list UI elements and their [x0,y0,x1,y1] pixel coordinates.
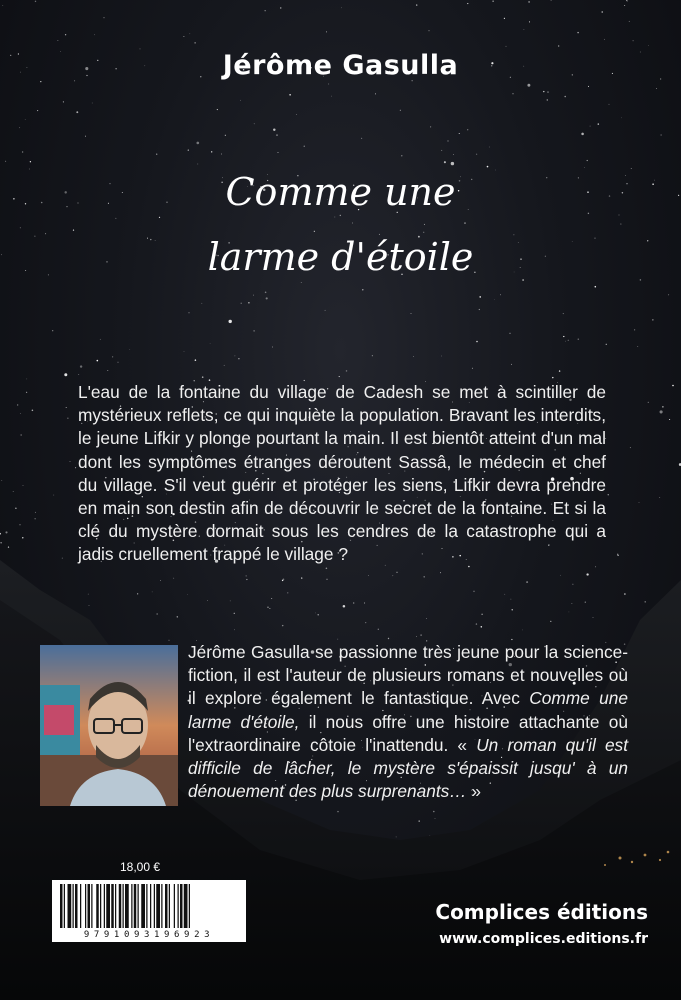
barcode-bar [141,884,145,928]
barcode-bar [134,884,137,928]
barcode-bar [60,884,63,928]
barcode-bar [88,884,91,928]
barcode-bar [169,884,170,928]
isbn-barcode [52,880,246,942]
synopsis-text: L'eau de la fontaine du village de Cadesh se met à scintiller de mystérieux reflets, ce qui inquiète la population. Bravant les interdits, le jeune Lifkir y plonge pourtant la main. Il est bientôt atteint d'un mal dont les symptômes étranges déroutent Sassâ, le médecin et chef du village. S'il veut guérir et protéger les siens, Lifkir devra prendre en main son destin afin de découvrir le secret de la fontaine. Et si la clé du mystère dormait sous les cendres de la catastrophe qui a jadis cruellement frappé le village ? [78,382,606,565]
bio-book-title: Comme une larme d'étoile, [188,688,628,732]
barcode-bar [85,884,86,928]
barcode-bar [119,884,122,928]
barcode-bar [138,884,139,928]
barcode-bar [91,884,92,928]
author-biography [188,641,628,803]
barcode-bar [75,884,78,928]
barcode-bar [80,884,81,928]
barcode-bar [184,884,188,928]
bio-text-part3: » [466,781,482,802]
price-label: 18,00 € [120,860,161,874]
author-photo [40,645,178,806]
barcode-bar [73,884,74,928]
barcode-bar [96,884,99,928]
author-portrait-illustration [40,645,178,806]
barcode-bar [125,884,129,928]
barcode-bar [111,884,114,928]
barcode-bar [68,884,72,928]
barcode-bar [64,884,65,928]
barcode-bar [154,884,155,928]
barcode-bar [189,884,190,928]
barcode-bar [174,884,175,928]
barcode-bar [180,884,183,928]
barcode-bar [104,884,105,928]
publisher-name: Complices éditions [435,900,648,924]
bio-text-part2: il nous offre une histoire attachante où l'extraordinaire côtoie l'inattendu. « [188,711,628,755]
barcode-bar [100,884,101,928]
book-title-line2: larme d'étoile [207,235,474,279]
bio-text-part1: Jérôme Gasulla se passionne très jeune pour la science-fiction, il est l'auteur de plusieurs romans et nouvelles où il explore également le fantastique. Avec [188,642,628,709]
barcode-bar [146,884,147,928]
barcode-bar [106,884,110,928]
barcode-bar [165,884,168,928]
barcode-bar [115,884,116,928]
bio-quote: Un roman qu'il est difficile de lâcher, le mystère s'épaissit jusqu' à un dénouement des plus surprenants… [188,734,628,802]
barcode-bar [156,884,160,928]
isbn-number: 9791093196923 [83,930,215,940]
publisher-website: www.complices.editions.fr [439,931,648,947]
barcode-bar [123,884,124,928]
barcode-bar [178,884,179,928]
author-name: Jérôme Gasulla [222,50,459,81]
book-title-line1: Comme une [225,170,456,214]
barcode-bar [161,884,162,928]
barcode-bar [150,884,151,928]
barcode-bar [131,884,132,928]
